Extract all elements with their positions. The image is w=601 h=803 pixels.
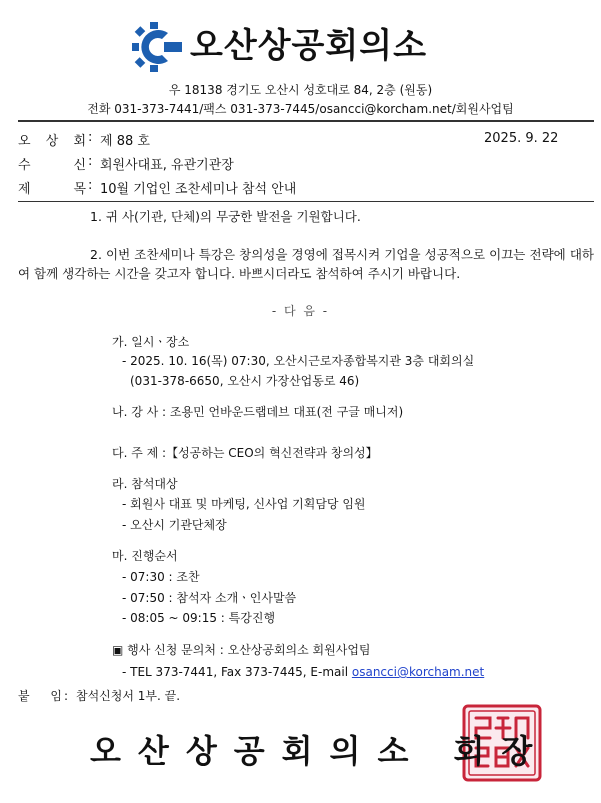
doc-number-label: 오 상 회 — [18, 134, 86, 149]
section-ma-line: - 07:50 : 참석자 소개ㆍ인사말씀 — [122, 591, 297, 605]
section-ga-title: 가. 일시ㆍ장소 — [112, 335, 190, 349]
meta-divider — [18, 201, 594, 202]
section-ma-line: - 08:05 ~ 09:15 : 특강진행 — [122, 611, 276, 625]
colon: : — [64, 689, 69, 703]
colon: : — [88, 178, 93, 193]
attachment-label: 붙 임 — [18, 689, 62, 703]
address-line: 우 18138 경기도 오산시 성호대로 84, 2층 (원동) — [168, 83, 433, 97]
subject-label: 제 목 — [18, 182, 86, 197]
inquiry-title: ▣ 행사 신청 문의처 : 오산상공회의소 회원사업팀 — [112, 643, 371, 657]
section-ra-line: - 오산시 기관단체장 — [122, 518, 227, 532]
paragraph-2: 2. 이번 조찬세미나 특강은 창의성을 경영에 접목시켜 기업을 성공적으로 이끄는 전략에 대하여 함께 생각하는 시간을 갖고자 합니다. 바쁘시더라도 참석하여 주시기 바랍니다. — [18, 247, 594, 281]
inquiry-contact — [122, 664, 484, 680]
org-name-heading: 오산상공회의소 — [190, 26, 427, 66]
section-ra-title: 라. 참석대상 — [112, 477, 178, 491]
section-ga-line: - 2025. 10. 16(목) 07:30, 오산시근로자종합복지관 3층 대회의실 — [122, 354, 475, 368]
section-na-title: 나. 강 사 : 조용민 언바운드랩데브 대표(전 구글 매니저) — [112, 405, 404, 419]
contact-line: 전화 031-373-7441/팩스 031-373-7445/osancci@korcham.net/회원사업팀 — [87, 102, 514, 116]
recipient-value: 회원사대표, 유관기관장 — [100, 158, 234, 173]
attachment-value: 참석신청서 1부. 끝. — [76, 689, 181, 703]
header-divider — [18, 120, 594, 122]
details-heading: - 다 음 - — [271, 304, 330, 318]
recipient-label: 수 신 — [18, 158, 86, 173]
section-da-title: 다. 주 제 :【성공하는 CEO의 혁신전략과 창의성】 — [112, 446, 378, 460]
colon: : — [88, 130, 93, 145]
closing-signature: 오산상공회의소 회장 — [90, 732, 550, 770]
section-ga-line: (031-378-6650, 오산시 가장산업동로 46) — [130, 374, 360, 388]
colon: : — [88, 154, 93, 169]
doc-number-value: 제 88 호 — [100, 134, 150, 149]
section-ma-title: 마. 진행순서 — [112, 549, 178, 563]
subject-value: 10월 기업인 조찬세미나 참석 안내 — [100, 182, 297, 197]
inquiry-tel: - TEL 373-7441, Fax 373-7445, E-mail — [122, 665, 352, 679]
gear-logo-icon — [128, 22, 182, 72]
email-link[interactable]: osancci@korcham.net — [351, 665, 485, 679]
paragraph-1: 1. 귀 사(기관, 단체)의 무궁한 발전을 기원합니다. — [90, 209, 361, 224]
section-ma-line: - 07:30 : 조찬 — [122, 570, 200, 584]
section-ra-line: - 회원사 대표 및 마케팅, 신사업 기획담당 임원 — [122, 497, 366, 511]
doc-date: 2025. 9. 22 — [484, 131, 559, 146]
